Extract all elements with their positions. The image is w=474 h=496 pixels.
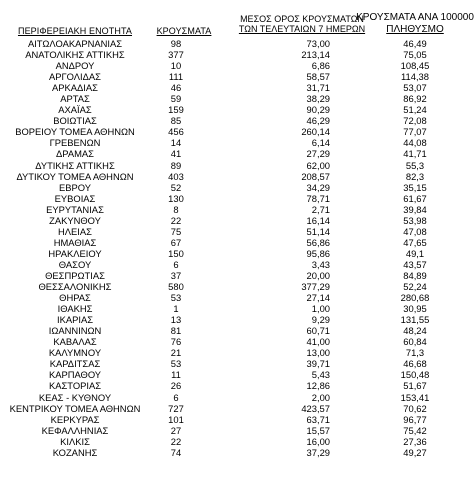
per-100k-cell: 51,67	[403, 380, 427, 392]
seven-day-average-cell: 34,29	[306, 181, 330, 193]
cases-cell: 101	[168, 413, 184, 425]
region-cell: ΚΑΡΔΙΤΣΑΣ	[49, 358, 101, 370]
per-100k-cell: 41,71	[403, 148, 427, 160]
seven-day-average-cell: 73,00	[306, 38, 330, 49]
per-100k-cell: 35,15	[403, 181, 427, 193]
table-row	[0, 380, 474, 391]
seven-day-average-cell: 13,00	[306, 347, 330, 359]
cases-cell: 111	[168, 71, 184, 83]
cases-cell: 98	[170, 38, 182, 49]
region-cell: ΓΡΕΒΕΝΩΝ	[49, 137, 101, 149]
per-100k-cell: 49,1	[405, 247, 425, 259]
per-100k-cell: 53,98	[403, 214, 427, 226]
seven-day-average-cell: 208,57	[301, 170, 330, 182]
cases-cell: 1	[173, 303, 179, 315]
per-100k-cell: 39,84	[403, 203, 427, 215]
region-cell: ΗΡΑΚΛΕΙΟΥ	[48, 247, 102, 259]
per-100k-cell: 30,95	[403, 303, 427, 315]
table-row	[0, 259, 474, 270]
per-100k-cell: 44,08	[403, 137, 427, 149]
seven-day-average-cell: 2,71	[311, 203, 330, 215]
per-100k-cell: 51,24	[403, 104, 427, 116]
per-100k-cell: 55,3	[405, 159, 425, 171]
per-100k-cell: 27,36	[403, 435, 427, 447]
cases-cell: 727	[168, 402, 184, 414]
table-row	[0, 314, 474, 325]
table-row	[0, 226, 474, 237]
seven-day-average-cell: 9,29	[311, 314, 330, 326]
header-per-line2: ΠΛΗΘΥΣΜΟ	[386, 24, 444, 35]
cases-cell: 10	[170, 60, 182, 72]
per-100k-cell: 280,68	[400, 292, 430, 304]
per-100k-cell: 75,05	[403, 49, 427, 61]
seven-day-average-cell: 27,29	[306, 148, 330, 160]
per-100k-cell: 82,3	[405, 170, 425, 182]
per-100k-cell: 84,89	[403, 269, 427, 281]
region-cell: ΚΟΖΑΝΗΣ	[52, 446, 98, 458]
per-100k-cell: 75,42	[403, 424, 427, 436]
table-row	[0, 71, 474, 82]
seven-day-average-cell: 6,14	[311, 137, 330, 149]
table-row	[0, 204, 474, 215]
region-cell: ΙΘΑΚΗΣ	[57, 303, 93, 315]
seven-day-average-cell: 423,57	[301, 402, 330, 414]
cases-cell: 59	[170, 93, 182, 105]
seven-day-average-cell: 58,57	[306, 71, 330, 83]
region-cell: ΑΡΤΑΣ	[60, 93, 90, 105]
cases-cell: 6	[173, 391, 179, 403]
header-cases: ΚΡΟΥΣΜΑΤΑ	[156, 26, 212, 36]
cases-cell: 14	[170, 137, 182, 149]
table-row	[0, 425, 474, 436]
per-100k-cell: 46,68	[403, 358, 427, 370]
seven-day-average-cell: 20,00	[306, 269, 330, 281]
table-row	[0, 137, 474, 148]
cases-cell: 46	[170, 82, 182, 94]
region-cell: ΚΑΒΑΛΑΣ	[53, 336, 97, 348]
per-100k-cell: 47,65	[403, 236, 427, 248]
seven-day-average-cell: 16,14	[306, 214, 330, 226]
region-cell: ΘΗΡΑΣ	[59, 292, 91, 304]
region-cell: ΑΡΚΑΔΙΑΣ	[52, 82, 98, 94]
cases-cell: 26	[170, 380, 182, 392]
seven-day-average-cell: 213,14	[301, 49, 330, 61]
cases-cell: 52	[170, 181, 182, 193]
cases-cell: 11	[171, 369, 181, 381]
cases-cell: 130	[168, 192, 184, 204]
per-100k-cell: 72,08	[403, 115, 427, 127]
seven-day-average-cell: 5,43	[311, 369, 330, 381]
per-100k-cell: 46,49	[403, 38, 427, 49]
table-row	[0, 38, 474, 49]
cases-cell: 159	[168, 104, 184, 116]
seven-day-average-cell: 1,00	[311, 303, 330, 315]
cases-cell: 403	[168, 170, 184, 182]
table-row	[0, 303, 474, 314]
per-100k-cell: 49,27	[403, 446, 427, 458]
region-cell: ΚΕΦΑΛΛΗΝΙΑΣ	[41, 424, 109, 436]
seven-day-average-cell: 27,14	[306, 292, 330, 304]
per-100k-cell: 43,57	[403, 258, 427, 270]
per-100k-cell: 47,08	[403, 225, 427, 237]
region-cell: ΗΜΑΘΙΑΣ	[53, 236, 97, 248]
header-avg-line2: ΤΩΝ ΤΕΛΕΥΤΑΙΩΝ 7 ΗΜΕΡΩΝ	[238, 24, 366, 34]
table-row	[0, 248, 474, 259]
per-100k-cell: 71,3	[405, 347, 425, 359]
region-cell: ΚΕΡΚΥΡΑΣ	[50, 413, 100, 425]
header-region: ΠΕΡΙΦΕΡΕΙΑΚΗ ΕΝΟΤΗΤΑ	[17, 26, 133, 36]
cases-cell: 75	[170, 225, 182, 237]
seven-day-average-cell: 46,29	[306, 115, 330, 127]
seven-day-average-cell: 2,00	[311, 391, 330, 403]
cases-cell: 53	[170, 292, 182, 304]
region-cell: ΔΥΤΙΚΗΣ ΑΤΤΙΚΗΣ	[35, 159, 115, 171]
region-cell: ΚΕΑΣ - ΚΥΘΝΟΥ	[38, 391, 112, 403]
table-row	[0, 270, 474, 281]
per-100k-cell: 153,41	[400, 391, 430, 403]
table-body	[0, 38, 474, 458]
table-row	[0, 126, 474, 137]
region-cell: ΒΟΡΕΙΟΥ ΤΟΜΕΑ ΑΘΗΝΩΝ	[15, 126, 135, 138]
seven-day-average-cell: 51,14	[306, 225, 330, 237]
table-row	[0, 336, 474, 347]
table-row	[0, 60, 474, 71]
region-cell: ΔΡΑΜΑΣ	[56, 148, 94, 160]
table-row	[0, 82, 474, 93]
per-100k-cell: 52,24	[403, 281, 427, 293]
table-row	[0, 281, 474, 292]
cases-cell: 150	[168, 247, 184, 259]
region-cell: ΒΟΙΩΤΙΑΣ	[53, 115, 97, 127]
per-100k-cell: 77,07	[403, 126, 427, 138]
seven-day-average-cell: 38,29	[306, 93, 330, 105]
seven-day-average-cell: 377,29	[301, 281, 330, 293]
table-row	[0, 436, 474, 447]
cases-cell: 74	[170, 446, 182, 458]
header-per-100k	[350, 12, 474, 36]
table-row	[0, 325, 474, 336]
region-cell: ΔΥΤΙΚΟΥ ΤΟΜΕΑ ΑΘΗΝΩΝ	[16, 170, 134, 182]
cases-cell: 22	[170, 435, 182, 447]
table-row	[0, 215, 474, 226]
per-100k-cell: 108,45	[400, 60, 430, 72]
per-100k-cell: 60,84	[403, 336, 427, 348]
seven-day-average-cell: 56,86	[306, 236, 330, 248]
table-row	[0, 115, 474, 126]
table-row	[0, 414, 474, 425]
region-cell: ΑΝΑΤΟΛΙΚΗΣ ΑΤΤΙΚΗΣ	[25, 49, 125, 61]
per-100k-cell: 53,07	[403, 82, 427, 94]
cases-cell: 27	[170, 424, 182, 436]
table-row	[0, 104, 474, 115]
seven-day-average-cell: 6,86	[311, 60, 330, 72]
region-cell: ΗΛΕΙΑΣ	[58, 225, 92, 237]
cases-cell: 22	[170, 214, 182, 226]
region-cell: ΕΒΡΟΥ	[58, 181, 91, 193]
table-row	[0, 369, 474, 380]
cases-cell: 21	[170, 347, 182, 359]
seven-day-average-cell: 15,57	[306, 424, 330, 436]
cases-cell: 41	[170, 148, 182, 160]
table-row	[0, 171, 474, 182]
per-100k-cell: 96,77	[403, 413, 427, 425]
seven-day-average-cell: 37,29	[306, 446, 330, 458]
cases-cell: 89	[170, 159, 182, 171]
seven-day-average-cell: 63,71	[306, 413, 330, 425]
seven-day-average-cell: 95,86	[306, 247, 330, 259]
region-cell: ΖΑΚΥΝΘΟΥ	[49, 214, 101, 226]
seven-day-average-cell: 62,00	[306, 159, 330, 171]
cases-cell: 8	[173, 203, 179, 215]
region-cell: ΚΑΡΠΑΘΟΥ	[48, 369, 102, 381]
per-100k-cell: 114,38	[401, 71, 429, 83]
table-row	[0, 292, 474, 303]
cases-cell: 580	[168, 281, 184, 293]
cases-cell: 456	[168, 126, 184, 138]
region-cell: ΘΕΣΠΡΩΤΙΑΣ	[45, 269, 105, 281]
seven-day-average-cell: 90,29	[306, 104, 330, 116]
table-row	[0, 237, 474, 248]
per-100k-cell: 48,24	[403, 325, 427, 337]
per-100k-cell: 61,67	[403, 192, 427, 204]
cases-cell: 6	[173, 258, 179, 270]
cases-cell: 85	[170, 115, 182, 127]
region-cell: ΑΙΤΩΛΟΑΚΑΡΝΑΝΙΑΣ	[27, 38, 123, 49]
seven-day-average-cell: 78,71	[306, 192, 330, 204]
region-cell: ΘΕΣΣΑΛΟΝΙΚΗΣ	[38, 281, 112, 293]
table-row	[0, 392, 474, 403]
table-row	[0, 347, 474, 358]
seven-day-average-cell: 16,00	[306, 435, 330, 447]
region-cell: ΑΝΔΡΟΥ	[55, 60, 95, 72]
region-cell: ΕΥΒΟΙΑΣ	[54, 192, 96, 204]
region-cell: ΚΕΝΤΡΙΚΟΥ ΤΟΜΕΑ ΑΘΗΝΩΝ	[9, 402, 141, 414]
table-row	[0, 447, 474, 458]
per-100k-cell: 70,62	[403, 402, 427, 414]
cases-cell: 53	[170, 358, 182, 370]
seven-day-average-cell: 260,14	[301, 126, 330, 138]
header-per-line1: ΚΡΟΥΣΜΑΤΑ ΑΝΑ 100000	[356, 12, 474, 23]
table-row	[0, 49, 474, 60]
table-row	[0, 182, 474, 193]
cases-cell: 377	[168, 49, 184, 61]
seven-day-average-cell: 12,86	[306, 380, 330, 392]
cases-cell: 81	[170, 325, 182, 337]
region-cell: ΚΑΣΤΟΡΙΑΣ	[48, 380, 102, 392]
table-row	[0, 358, 474, 369]
region-cell: ΙΚΑΡΙΑΣ	[56, 314, 94, 326]
seven-day-average-cell: 60,71	[306, 325, 330, 337]
table-row	[0, 193, 474, 204]
region-cell: ΙΩΑΝΝΙΝΩΝ	[48, 325, 102, 337]
region-cell: ΕΥΡΥΤΑΝΙΑΣ	[46, 203, 104, 215]
cases-cell: 76	[170, 336, 182, 348]
region-cell: ΑΧΑΪΑΣ	[58, 104, 92, 116]
header-avg-line1: ΜΕΣΟΣ ΟΡΟΣ ΚΡΟΥΣΜΑΤΩΝ	[240, 14, 364, 24]
table-row	[0, 403, 474, 414]
seven-day-average-cell: 41,00	[306, 336, 330, 348]
region-cell: ΘΑΣΟΥ	[58, 258, 92, 270]
seven-day-average-cell: 39,71	[306, 358, 330, 370]
per-100k-cell: 150,48	[400, 369, 430, 381]
table-row	[0, 93, 474, 104]
region-cell: ΚΑΛΥΜΝΟΥ	[48, 347, 102, 359]
table-row	[0, 148, 474, 159]
seven-day-average-cell: 31,71	[306, 82, 330, 94]
cases-cell: 37	[170, 269, 182, 281]
table-row	[0, 160, 474, 171]
region-cell: ΑΡΓΟΛΙΔΑΣ	[49, 71, 101, 83]
region-cell: ΚΙΛΚΙΣ	[60, 435, 90, 447]
per-100k-cell: 131,55	[400, 314, 430, 326]
cases-cell: 67	[170, 236, 182, 248]
per-100k-cell: 86,92	[403, 93, 427, 105]
cases-cell: 13	[170, 314, 182, 326]
seven-day-average-cell: 3,43	[311, 258, 330, 270]
